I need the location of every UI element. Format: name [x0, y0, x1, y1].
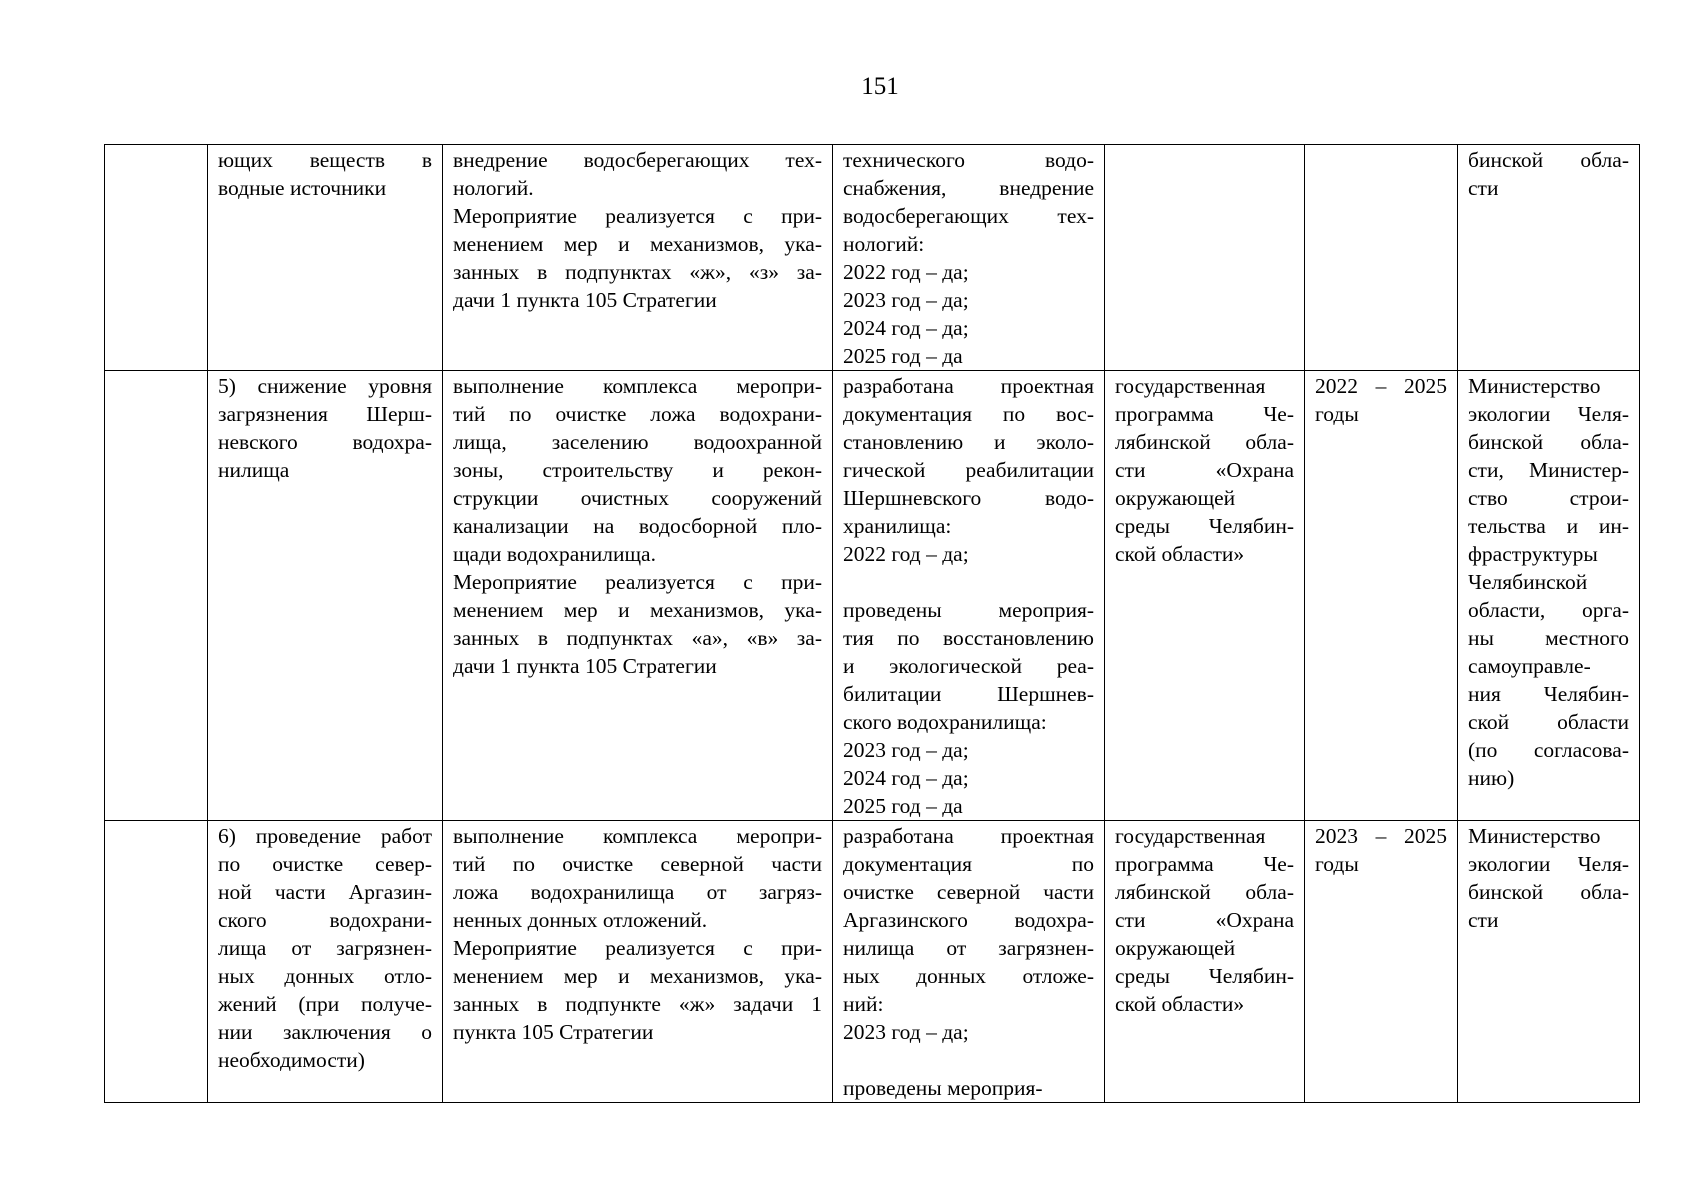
cell-text-line: ненных донных отложений. — [453, 908, 708, 932]
cell-text-line: ной части Аргазин- — [218, 880, 432, 904]
cell-text-line: необходимости) — [218, 1048, 365, 1072]
cell-text-line: 2024 год – да; — [843, 766, 969, 790]
cell-text-line: ство строи- — [1468, 486, 1629, 510]
cell-text-line: самоуправле- — [1468, 654, 1591, 678]
cell-text-line: дачи 1 пункта 105 Стратегии — [453, 654, 717, 678]
cell-text-line: хранилища: — [843, 514, 952, 538]
cell-text-line: 2023 год – да; — [843, 288, 969, 312]
cell-text-line: по очистке север- — [218, 852, 432, 876]
cell-text-line: технического водо- — [843, 148, 1094, 172]
cell-text-line: ющих веществ в — [218, 148, 432, 172]
cell-text-line: бинской обла- — [1468, 880, 1629, 904]
cell-text-line: 6) проведение работ — [218, 824, 432, 848]
cell-text-line: проведены мероприя- — [843, 598, 1094, 622]
cell-text-line: программа Че- — [1115, 852, 1294, 876]
cell-text-line: 2025 год – да — [843, 794, 963, 818]
cell-text-line: сти, Министер- — [1468, 458, 1629, 482]
cell-text-line: Министерство — [1468, 374, 1601, 398]
cell-text-line: Мероприятие реализуется с при- — [453, 936, 822, 960]
cell-text-line: тий по очистке ложа водохрани- — [453, 402, 822, 426]
table-body — [105, 145, 1640, 1103]
cell-text-line: документация по — [843, 852, 1094, 876]
cell-text-line: среды Челябин- — [1115, 964, 1294, 988]
cell-text-line: 2023 год – да; — [843, 1020, 969, 1044]
cell-text-line: водные источники — [218, 176, 387, 200]
cell-text-line: зоны, строительству и рекон- — [453, 458, 822, 482]
cell-text-line: ской области» — [1115, 542, 1245, 566]
indicator-cell — [833, 145, 1105, 371]
cell-text-line: экологии Челя- — [1468, 852, 1629, 876]
cell-text-line: гической реабилитации — [843, 458, 1094, 482]
cell-text-line: внедрение водосберегающих тех- — [453, 148, 822, 172]
program-cell — [1105, 145, 1305, 371]
cell-text-line: проведены мероприя- — [843, 1076, 1043, 1100]
cell-text-line: документация по вос- — [843, 402, 1094, 426]
cell-text-line: сти — [1468, 908, 1499, 932]
executor-cell — [1458, 145, 1640, 371]
cell-text-line: сти — [1468, 176, 1499, 200]
cell-text-line: Челябинской — [1468, 570, 1588, 594]
cell-text-line: дачи 1 пункта 105 Стратегии — [453, 288, 717, 312]
cell-text-line: Шершневского водо- — [843, 486, 1094, 510]
cell-text-line: щади водохранилища. — [453, 542, 656, 566]
executor-cell — [1458, 821, 1640, 1103]
period-cell — [1305, 145, 1458, 371]
cell-text-line: ния Челябин- — [1468, 682, 1629, 706]
cell-text-line: нилища — [218, 458, 290, 482]
cell-text-line: области, орга- — [1468, 598, 1629, 622]
cell-text-line: годы — [1315, 852, 1359, 876]
cell-text-line: тий по очистке северной части — [453, 852, 822, 876]
number-cell — [105, 821, 208, 1103]
cell-text-line: пункта 105 Стратегии — [453, 1020, 654, 1044]
cell-text-line: лябинской обла- — [1115, 430, 1294, 454]
cell-text-line: ского водохрани- — [218, 908, 432, 932]
cell-text-line: ского водохранилища: — [843, 710, 1047, 734]
page-number: 151 — [861, 73, 899, 100]
program-cell — [1105, 371, 1305, 821]
cell-text-line: выполнение комплекса меропри- — [453, 824, 822, 848]
blank-line — [843, 1046, 1094, 1074]
cell-text-line: Мероприятие реализуется с при- — [453, 570, 822, 594]
cell-text-line: экологии Челя- — [1468, 402, 1629, 426]
cell-text-line: менением мер и механизмов, ука- — [453, 598, 822, 622]
period-cell — [1305, 371, 1458, 821]
table-row — [105, 371, 1640, 821]
cell-text-line: ны местного — [1468, 626, 1629, 650]
cell-text-line: занных в подпункте «ж» задачи 1 — [453, 992, 822, 1016]
measures-table — [104, 144, 1640, 1103]
cell-text-line: окружающей — [1115, 486, 1236, 510]
cell-text-line: нию) — [1468, 766, 1515, 790]
cell-text-line: занных в подпунктах «а», «в» за- — [453, 626, 822, 650]
cell-text-line: нологий. — [453, 176, 534, 200]
cell-text-line: сти «Охрана — [1115, 908, 1294, 932]
cell-text-line: ской области — [1468, 710, 1629, 734]
table-row — [105, 821, 1640, 1103]
cell-text-line: разработана проектная — [843, 374, 1094, 398]
cell-text-line: жений (при получе- — [218, 992, 432, 1016]
cell-text-line: бинской обла- — [1468, 148, 1629, 172]
task-cell — [208, 145, 443, 371]
cell-text-line: (по согласова- — [1468, 738, 1629, 762]
cell-text-line: Министерство — [1468, 824, 1601, 848]
task-cell — [208, 371, 443, 821]
cell-text-line: годы — [1315, 402, 1359, 426]
cell-text-line: Мероприятие реализуется с при- — [453, 204, 822, 228]
program-cell — [1105, 821, 1305, 1103]
cell-text-line: 2025 год – да — [843, 344, 963, 368]
cell-text-line: тельства и ин- — [1468, 514, 1629, 538]
cell-text-line: очистке северной части — [843, 880, 1094, 904]
cell-text-line: разработана проектная — [843, 824, 1094, 848]
indicator-cell — [833, 821, 1105, 1103]
cell-text-line: и экологической реа- — [843, 654, 1094, 678]
cell-text-line: струкции очистных сооружений — [453, 486, 822, 510]
cell-text-line: снабжения, внедрение — [843, 176, 1094, 200]
measure-cell — [443, 145, 833, 371]
cell-text-line: ных донных отло- — [218, 964, 432, 988]
blank-line — [843, 568, 1094, 596]
cell-text-line: сти «Охрана — [1115, 458, 1294, 482]
cell-text-line: ской области» — [1115, 992, 1245, 1016]
cell-text-line: тия по восстановлению — [843, 626, 1094, 650]
cell-text-line: менением мер и механизмов, ука- — [453, 964, 822, 988]
executor-cell — [1458, 371, 1640, 821]
cell-text-line: 2024 год – да; — [843, 316, 969, 340]
cell-text-line: занных в подпунктах «ж», «з» за- — [453, 260, 822, 284]
cell-text-line: Аргазинского водохра- — [843, 908, 1094, 932]
cell-text-line: 2022 год – да; — [843, 542, 969, 566]
measure-cell — [443, 371, 833, 821]
cell-text-line: невского водохра- — [218, 430, 432, 454]
cell-text-line: фраструктуры — [1468, 542, 1598, 566]
task-cell — [208, 821, 443, 1103]
cell-text-line: водосберегающих тех- — [843, 204, 1094, 228]
cell-text-line: нии заключения о — [218, 1020, 432, 1044]
table-row — [105, 145, 1640, 371]
cell-text-line: становлению и эколо- — [843, 430, 1094, 454]
cell-text-line: лища от загрязнен- — [218, 936, 432, 960]
cell-text-line: нологий: — [843, 232, 925, 256]
cell-text-line: 2023 – 2025 — [1315, 824, 1447, 848]
cell-text-line: ных донных отложе- — [843, 964, 1094, 988]
cell-text-line: 2022 год – да; — [843, 260, 969, 284]
number-cell — [105, 371, 208, 821]
cell-text-line: менением мер и механизмов, ука- — [453, 232, 822, 256]
cell-text-line: загрязнения Шерш- — [218, 402, 432, 426]
measure-cell — [443, 821, 833, 1103]
cell-text-line: 2022 – 2025 — [1315, 374, 1447, 398]
cell-text-line: 5) снижение уровня — [218, 374, 432, 398]
cell-text-line: ний: — [843, 992, 884, 1016]
cell-text-line: окружающей — [1115, 936, 1236, 960]
cell-text-line: билитации Шершнев- — [843, 682, 1094, 706]
cell-text-line: программа Че- — [1115, 402, 1294, 426]
cell-text-line: выполнение комплекса меропри- — [453, 374, 822, 398]
indicator-cell — [833, 371, 1105, 821]
cell-text-line: нилища от загрязнен- — [843, 936, 1094, 960]
number-cell — [105, 145, 208, 371]
cell-text-line: лябинской обла- — [1115, 880, 1294, 904]
cell-text-line: лища, заселению водоохранной — [453, 430, 822, 454]
cell-text-line: ложа водохранилища от загряз- — [453, 880, 822, 904]
cell-text-line: 2023 год – да; — [843, 738, 969, 762]
cell-text-line: среды Челябин- — [1115, 514, 1294, 538]
period-cell — [1305, 821, 1458, 1103]
cell-text-line: государственная — [1115, 824, 1266, 848]
cell-text-line: государственная — [1115, 374, 1266, 398]
cell-text-line: канализации на водосборной пло- — [453, 514, 822, 538]
cell-text-line: бинской обла- — [1468, 430, 1629, 454]
